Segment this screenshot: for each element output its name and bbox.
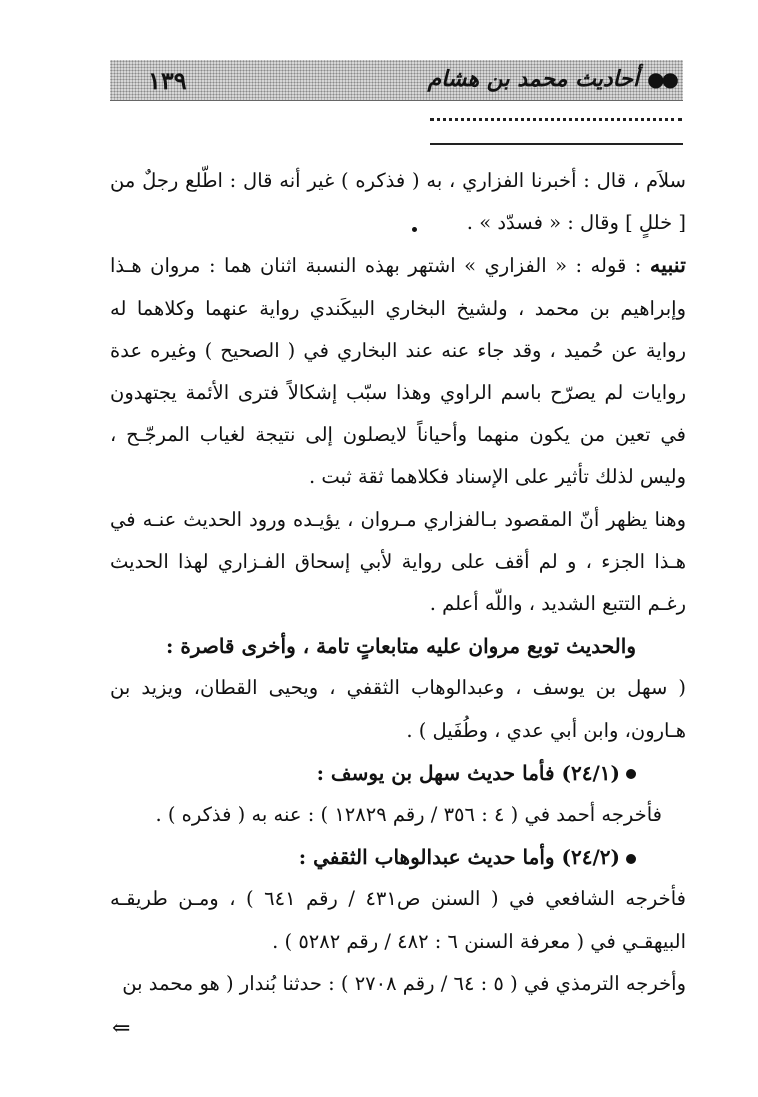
sub-heading-1-text: (٢٤/١) فأما حديث سهل بن يوسف : [316, 760, 620, 785]
sub-heading-2-text: (٢٤/٢) وأما حديث عبدالوهاب الثقفي : [298, 845, 620, 870]
sub-heading-2 [110, 836, 686, 878]
paragraph-6: فأخرجه الشافعي في ( السنن ص٤٣١ / رقم ٦٤١ ) ، ومـن طريقـه البيهقـي في ( معرفة السنن ٦ : ٤٨٢ / رقم ٥٢٨٢ ) . [110, 887, 686, 953]
paragraph-5: فأخرجه أحمد في ( ٤ : ٣٥٦ / رقم ١٢٨٢٩ ) : عنه به ( فذكره ) . [155, 803, 662, 827]
paragraph-2 [110, 244, 686, 498]
paragraph-1: سلاَم ، قال : أخبرنا الفزاري ، به ( فذكره ) غير أنه قال : اطّلع رجلٌ من [ خللٍ ] وقال : « فسدّد » . [110, 169, 686, 235]
dotted-separator [430, 118, 682, 121]
note-text: : قوله : « الفزاري » اشتهر بهذه النسبة اثنان هما : مروان هـذا وإبراهيم بن محمد ، ولشيخ البخاري البيكَندي رواية عنهما وكلاهما له رواية عن حُميد ، وقد جاء عنه عند البخاري في ( الصحيح ) وغيره عدة روايات لم يصرّح باسم الراوي وهذا سبّب إشكالاً فترى الأئمة يجتهدون في تعين من يكون منهما وأحياناً لايصلون إلى نتيجة لغياب المرجّـح ، وليس لذلك تأثير على الإسناد فكلاهما ثقة ثبت . [110, 254, 686, 489]
running-title-text: أحاديث محمد بن هشام [427, 66, 640, 92]
running-title [428, 66, 677, 92]
section-heading: والحديث توبع مروان عليه متابعاتٍ تامة ، وأخرى قاصرة : [166, 634, 636, 659]
sub-heading-1 [110, 752, 686, 794]
paragraph-4: ( سهل بن يوسف ، وعبدالوهاب الثقفي ، ويحيى القطان، ويزيد بن هـارون، وابن أبي عدي ، وطُفَيل ) . [110, 676, 686, 742]
paragraph-3: وهنا يظهر أنّ المقصود بـالفزاري مـروان ، يؤيـده ورود الحديث عنـه في هـذا الجزء ، و لم أقف على رواية لأبي إسحاق الفـزاري لهذا الحديث رغـم التتبع الشديد ، واللّه أعلم . [110, 507, 686, 616]
body-text [110, 160, 686, 1005]
note-label: تنبيه [649, 252, 686, 278]
bullet-icon [626, 854, 636, 864]
bullet-icon [626, 769, 636, 779]
solid-separator [430, 143, 683, 145]
continuation-arrow-icon: ⇐ [112, 1016, 131, 1041]
paragraph-7: وأخرجه الترمذي في ( ٥ : ٦٤ / رقم ٢٧٠٨ ) : حدثنا بُندار ( هو محمد بن [122, 971, 686, 995]
ornament-dots-icon: ●● [647, 67, 676, 91]
page-number: ١٣٩ [148, 66, 187, 95]
